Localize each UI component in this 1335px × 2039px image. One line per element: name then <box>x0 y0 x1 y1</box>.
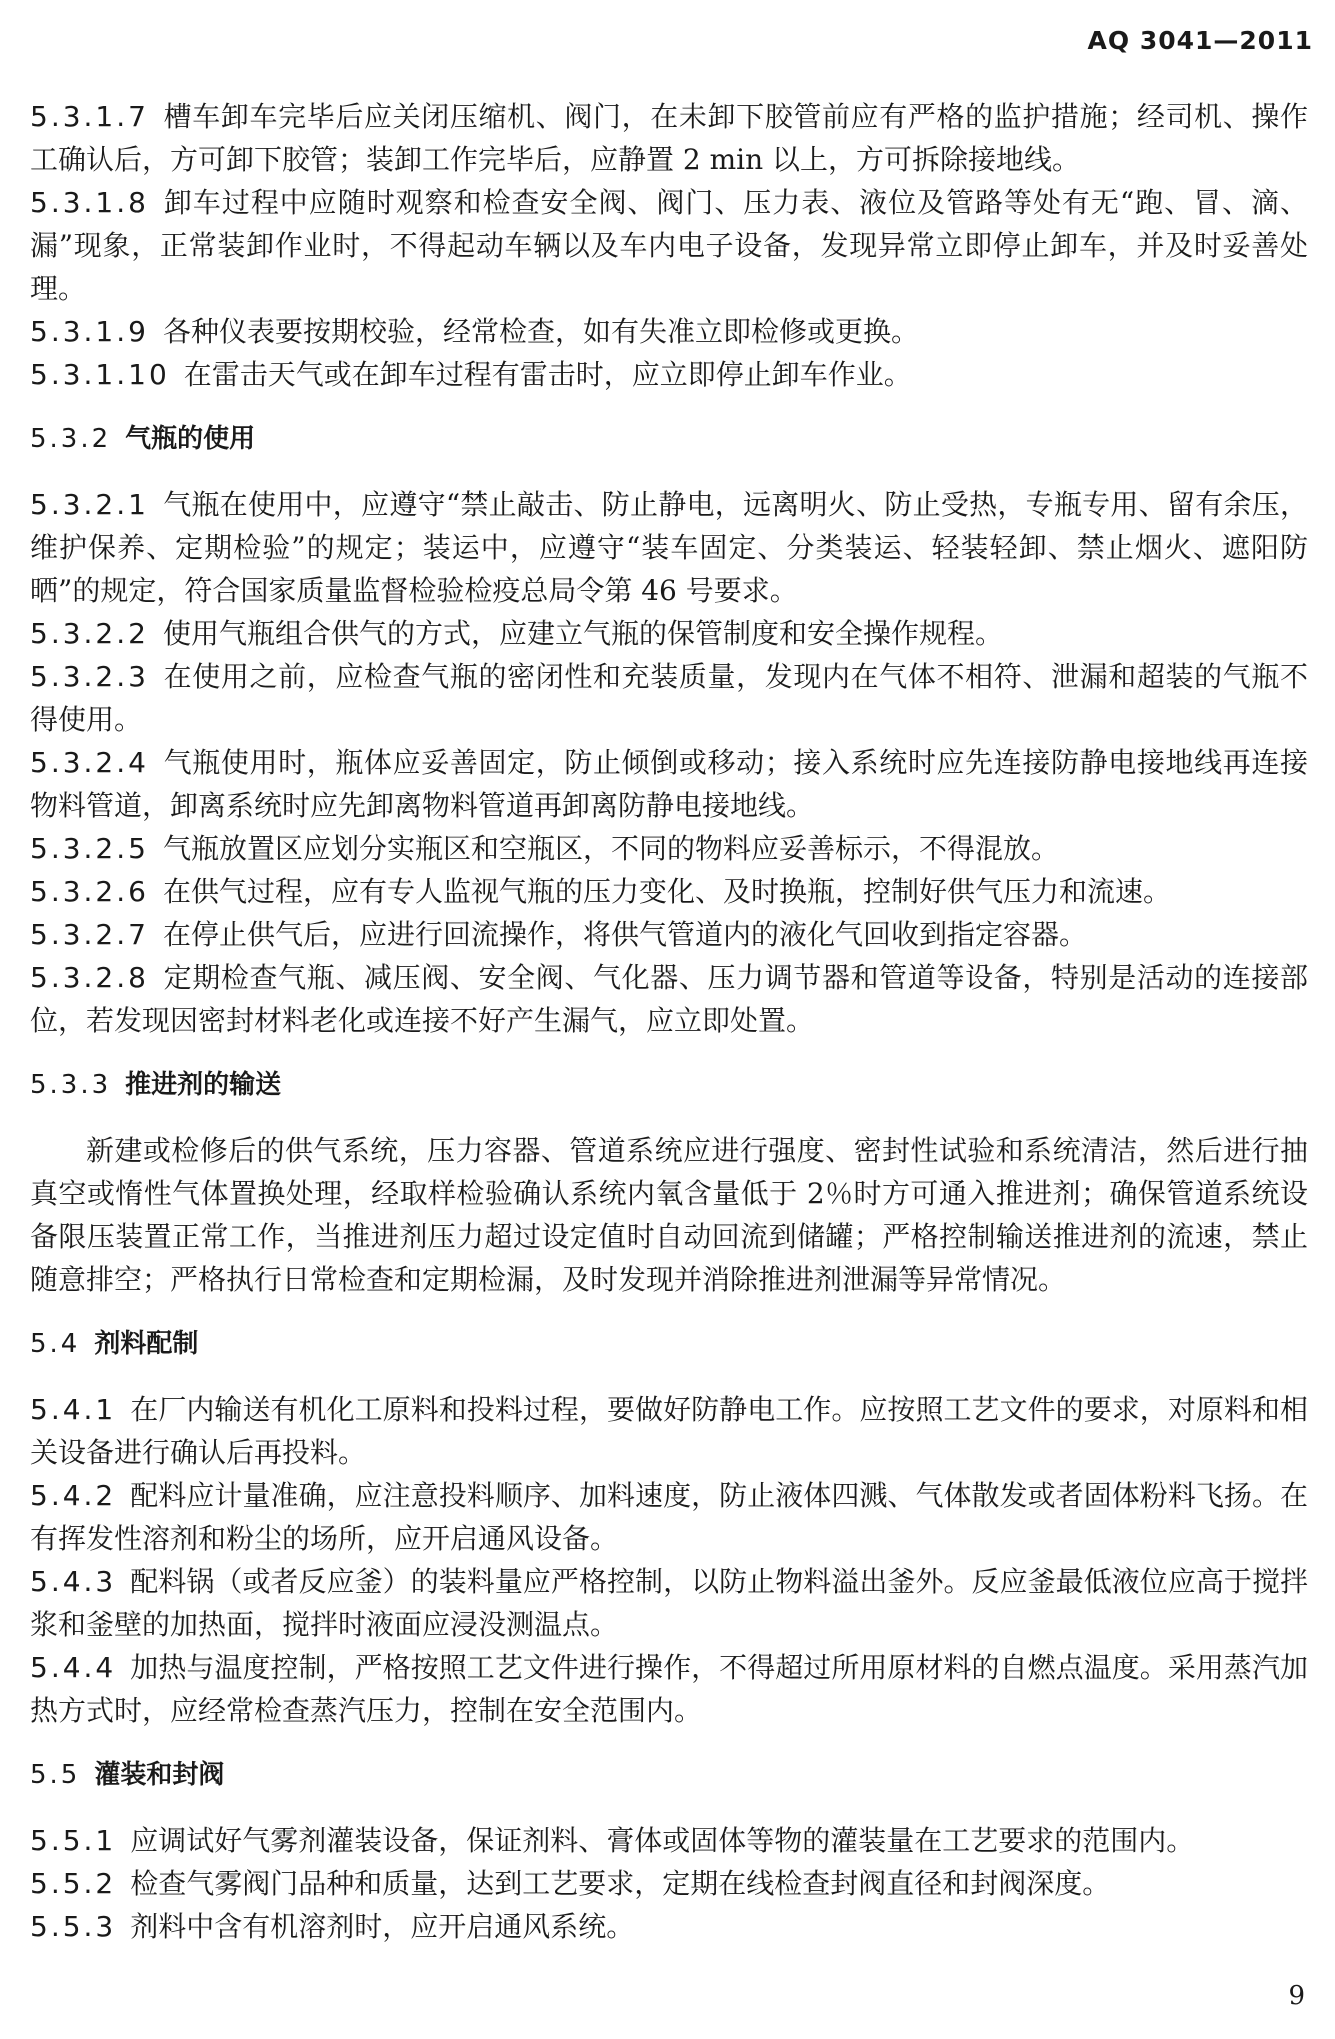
clause-number: 5.3.2.7 <box>30 918 149 951</box>
clause-text: 在供气过程，应有专人监视气瓶的压力变化、及时换瓶，控制好供气压力和流速。 <box>162 875 1171 908</box>
clause <box>30 181 1308 310</box>
clause-text: 气瓶在使用中，应遵守“禁止敲击、防止静电，远离明火、防止受热，专瓶专用、留有余压，维护保养、定期检验”的规定；装运中，应遵守“装车固定、分类装运、轻装轻卸、禁止烟火、遮阳防晒”的规定，符合国家质量监督检验检疫总局令第 46 号要求。 <box>30 488 1308 607</box>
section-heading <box>30 418 1308 461</box>
clause-text: 在厂内输送有机化工原料和投料过程，要做好防静电工作。应按照工艺文件的要求，对原料和相关设备进行确认后再投料。 <box>30 1393 1308 1469</box>
clause <box>30 95 1308 181</box>
clause <box>30 612 1308 655</box>
section-heading <box>30 1064 1308 1107</box>
clause-text: 剂料中含有机溶剂时，应开启通风系统。 <box>130 1910 635 1943</box>
clause-number: 5.4.1 <box>30 1393 117 1426</box>
clause-number: 5.4.3 <box>30 1565 117 1598</box>
section-title: 推进剂的输送 <box>125 1070 282 1100</box>
document-body <box>30 95 1308 1948</box>
clause-number: 5.3.2.1 <box>30 488 149 521</box>
clause-text: 槽车卸车完毕后应关闭压缩机、阀门，在未卸下胶管前应有严格的监护措施；经司机、操作工确认后，方可卸下胶管；装卸工作完毕后，应静置 2 min 以上，方可拆除接地线。 <box>30 100 1308 176</box>
clause-number: 5.3.2.4 <box>30 746 149 779</box>
section-number: 5.4 <box>30 1329 81 1359</box>
clause-number: 5.3.2.3 <box>30 660 149 693</box>
clause-number: 5.3.2.2 <box>30 617 149 650</box>
body-paragraph: 新建或检修后的供气系统，压力容器、管道系统应进行强度、密封性试验和系统清洁，然后进行抽真空或惰性气体置换处理，经取样检验确认系统内氧含量低于 2％时方可通入推进剂；确保管道系统设备限压装置正常工作，当推进剂压力超过设定值时自动回流到储罐；严格控制输送推进剂的流速，禁止随意排空；严格执行日常检查和定期检漏，及时发现并消除推进剂泄漏等异常情况。 <box>30 1134 1308 1296</box>
clause-number: 5.3.1.7 <box>30 100 149 133</box>
clause <box>30 310 1308 353</box>
standard-code: AQ 3041—2011 <box>1087 26 1313 55</box>
clause-number: 5.3.1.9 <box>30 315 149 348</box>
clause-text: 在使用之前，应检查气瓶的密闭性和充装质量，发现内在气体不相符、泄漏和超装的气瓶不得使用。 <box>30 660 1308 736</box>
clause-number: 5.5.3 <box>30 1910 117 1943</box>
clause <box>30 1905 1308 1948</box>
clause <box>30 655 1308 741</box>
section-title: 气瓶的使用 <box>125 424 256 454</box>
clause-text: 应调试好气雾剂灌装设备，保证剂料、膏体或固体等物的灌装量在工艺要求的范围内。 <box>130 1824 1195 1857</box>
clause-text: 各种仪表要按期校验，经常检查，如有失准立即检修或更换。 <box>162 315 919 348</box>
clause-number: 5.4.2 <box>30 1479 117 1512</box>
clause-text: 在停止供气后，应进行回流操作，将供气管道内的液化气回收到指定容器。 <box>162 918 1087 951</box>
page-number: 9 <box>1288 1981 1305 2011</box>
clause-text: 定期检查气瓶、减压阀、安全阀、气化器、压力调节器和管道等设备，特别是活动的连接部位，若发现因密封材料老化或连接不好产生漏气，应立即处置。 <box>30 961 1308 1037</box>
clause-text: 配料锅（或者反应釜）的装料量应严格控制，以防止物料溢出釜外。反应釜最低液位应高于搅拌浆和釜壁的加热面，搅拌时液面应浸没测温点。 <box>30 1565 1308 1641</box>
clause <box>30 956 1308 1042</box>
clause-text: 配料应计量准确，应注意投料顺序、加料速度，防止液体四溅、气体散发或者固体粉料飞扬。在有挥发性溶剂和粉尘的场所，应开启通风设备。 <box>30 1479 1308 1555</box>
clause-text: 气瓶放置区应划分实瓶区和空瓶区，不同的物料应妥善标示，不得混放。 <box>162 832 1059 865</box>
clause <box>30 870 1308 913</box>
section-heading <box>30 1323 1308 1366</box>
section-number: 5.5 <box>30 1760 81 1790</box>
clause <box>30 1862 1308 1905</box>
clause <box>30 1819 1308 1862</box>
section-heading <box>30 1754 1308 1797</box>
clause <box>30 913 1308 956</box>
clause <box>30 1474 1308 1560</box>
clause-text: 在雷击天气或在卸车过程有雷击时，应立即停止卸车作业。 <box>183 358 912 391</box>
clause-number: 5.3.2.6 <box>30 875 149 908</box>
clause <box>30 483 1308 612</box>
clause-number: 5.3.1.8 <box>30 186 149 219</box>
clause-number: 5.3.2.8 <box>30 961 149 994</box>
clause-number: 5.3.2.5 <box>30 832 149 865</box>
section-number: 5.3.2 <box>30 424 112 454</box>
clause-number: 5.4.4 <box>30 1651 117 1684</box>
clause-text: 使用气瓶组合供气的方式，应建立气瓶的保管制度和安全操作规程。 <box>162 617 1003 650</box>
clause <box>30 1388 1308 1474</box>
section-title: 灌装和封阀 <box>94 1760 225 1790</box>
section-number: 5.3.3 <box>30 1070 112 1100</box>
clause <box>30 1560 1308 1646</box>
clause <box>30 827 1308 870</box>
section-title: 剂料配制 <box>94 1329 199 1359</box>
clause-number: 5.5.2 <box>30 1867 117 1900</box>
clause <box>30 353 1308 396</box>
clause-text: 加热与温度控制，严格按照工艺文件进行操作，不得超过所用原材料的自燃点温度。采用蒸汽加热方式时，应经常检查蒸汽压力，控制在安全范围内。 <box>30 1651 1308 1727</box>
clause-text: 气瓶使用时，瓶体应妥善固定，防止倾倒或移动；接入系统时应先连接防静电接地线再连接物料管道，卸离系统时应先卸离物料管道再卸离防静电接地线。 <box>30 746 1308 822</box>
clause-text: 卸车过程中应随时观察和检查安全阀、阀门、压力表、液位及管路等处有无“跑、冒、滴、漏”现象，正常装卸作业时，不得起动车辆以及车内电子设备，发现异常立即停止卸车，并及时妥善处理。 <box>30 186 1308 305</box>
clause <box>30 1646 1308 1732</box>
clause <box>30 741 1308 827</box>
clause-number: 5.3.1.10 <box>30 358 170 391</box>
clause-number: 5.5.1 <box>30 1824 117 1857</box>
clause-text: 检查气雾阀门品种和质量，达到工艺要求，定期在线检查封阀直径和封阀深度。 <box>130 1867 1111 1900</box>
